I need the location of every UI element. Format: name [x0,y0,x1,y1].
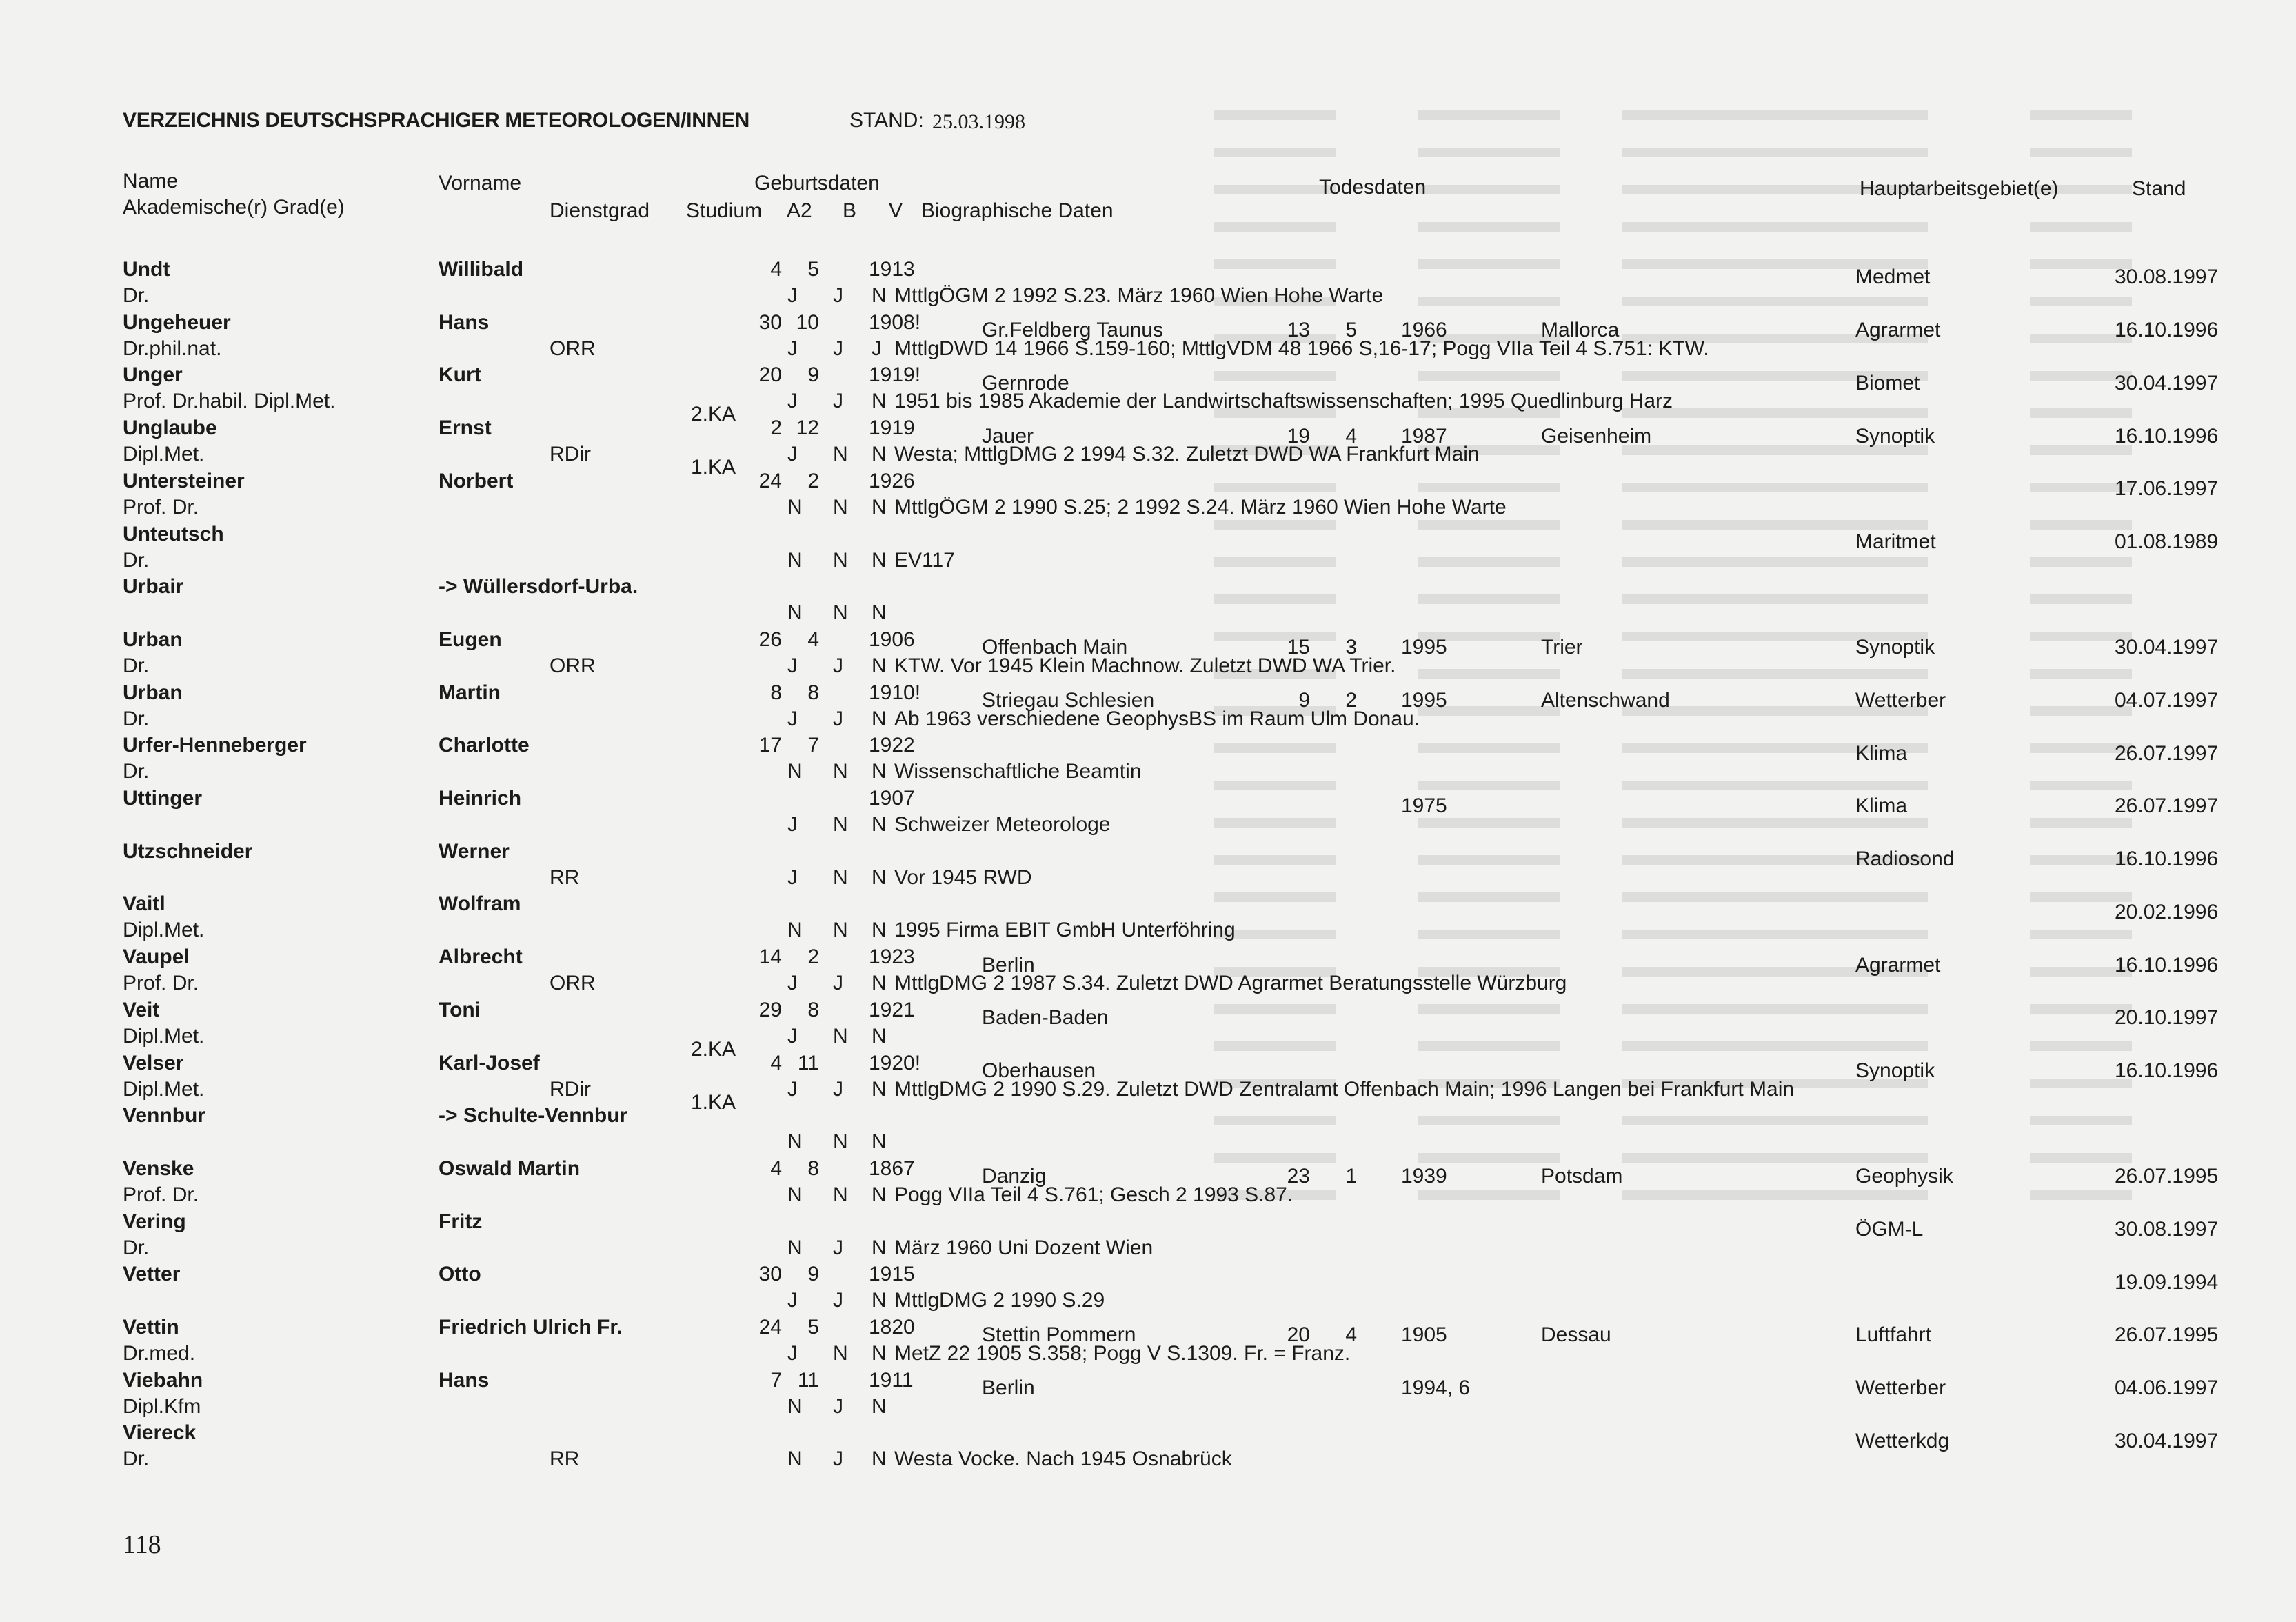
entry-a2: N [787,496,803,519]
entry-death-year: 1966 [1401,319,1447,341]
entry-name: Untersteiner [123,470,245,492]
entry-b: J [833,1236,843,1259]
entry-birth-year: 1910! [869,681,921,704]
entry-stand: 30.08.1997 [2115,1218,2219,1241]
entry-v: N [872,1289,887,1312]
entry-b: N [833,866,848,889]
entry-birth-year: 1922 [869,734,915,757]
entry-a2: N [787,549,803,572]
entry-b: N [833,496,848,519]
entry-b: J [833,708,843,730]
entry-a2: N [787,1130,803,1153]
entry-gebiet: Wetterber [1855,689,1946,712]
entry-v: N [872,813,887,836]
entry-vorname: Werner [439,840,510,863]
entry-birth-year: 1921 [869,999,915,1021]
entry-v: N [872,1025,887,1048]
entry-bio: Schweizer Meteorologe [894,813,1111,836]
entry-name: Viereck [123,1421,197,1444]
entry-name: Ungeheuer [123,311,231,334]
entry-a2: N [787,1236,803,1259]
entry-grad: Prof. Dr.habil. Dipl.Met. [123,390,336,412]
entry-grad: Dipl.Met. [123,919,205,941]
entry-dienstgrad: RR [550,1448,580,1470]
entry-grad: Dipl.Met. [123,443,205,465]
entry-vorname: Charlotte [439,734,530,757]
entry-death-place: Mallorca [1541,319,1620,341]
entry-stand: 16.10.1996 [2115,425,2219,448]
entry-vorname: Willibald [439,258,524,281]
page-number: 118 [123,1530,161,1559]
entry-grad: Dr. [123,708,150,730]
entry-a2: J [787,1025,798,1048]
entry-name: Veit [123,999,160,1021]
entry-a2: J [787,654,798,677]
entry-name: Urbair [123,575,184,598]
entry-name: Uttinger [123,787,202,810]
entry-birth-month: 9 [807,1263,819,1285]
entry-stand: 19.09.1994 [2115,1271,2219,1294]
entry-gebiet: Wetterkdg [1855,1430,1950,1452]
entry-gebiet: ÖGM-L [1855,1218,1924,1241]
entry-v: N [872,496,887,519]
entry-birth-day: 17 [758,734,782,757]
entry-a2: J [787,337,798,360]
entry-birth-month: 4 [807,628,819,651]
entry-birth-place: Oberhausen [982,1059,1096,1082]
entry-birth-year: 1923 [869,945,915,968]
entry-b: N [833,549,848,572]
header-dienstgrad: Dienstgrad [550,199,650,222]
entry-birth-day: 24 [758,470,782,492]
entry-grad: Dr. [123,760,150,783]
entry-v: N [872,972,887,994]
entry-a2: N [787,1395,803,1418]
entry-birth-year: 1908! [869,311,921,334]
entry-birth-year: 1907 [869,787,915,810]
entry-name: Vettin [123,1316,179,1339]
stand-label: STAND: [849,109,924,132]
entry-grad: Dipl.Met. [123,1078,205,1101]
entry-stand: 16.10.1996 [2115,954,2219,977]
entry-v: N [872,866,887,889]
entry-grad: Dr. [123,1448,150,1470]
entry-dienstgrad: ORR [550,337,596,360]
entry-bio: MttlgÖGM 2 1990 S.25; 2 1992 S.24. März 1960 Wien Hohe Warte [894,496,1507,519]
entry-stand: 30.04.1997 [2115,372,2219,394]
entry-name: Vaitl [123,892,165,915]
entry-bio: KTW. Vor 1945 Klein Machnow. Zuletzt DWD WA Trier. [894,654,1396,677]
entry-vorname: Kurt [439,363,481,386]
entry-b: N [833,443,848,465]
entry-dienstgrad: RDir [550,1078,591,1101]
entry-b: J [833,390,843,412]
entry-v: N [872,601,887,624]
entry-v: N [872,919,887,941]
entry-a2: N [787,601,803,624]
entry-birth-year: 1919 [869,417,915,439]
entry-name: Vaupel [123,945,190,968]
header-vorname: Vorname [439,172,522,194]
entry-birth-year: 1913 [869,258,915,281]
entry-gebiet: Biomet [1855,372,1920,394]
entry-a2: N [787,760,803,783]
entry-vorname: Toni [439,999,481,1021]
entry-b: J [833,1289,843,1312]
header-name: Name [123,170,179,192]
entry-name: Venske [123,1157,194,1180]
entry-bio: 1995 Firma EBIT GmbH Unterföhring [894,919,1236,941]
entry-birth-day: 30 [758,1263,782,1285]
entry-birth-month: 2 [807,470,819,492]
entry-birth-place: Stettin Pommern [982,1323,1136,1346]
entry-bio: Vor 1945 RWD [894,866,1032,889]
entry-a2: J [787,866,798,889]
entry-v: N [872,284,887,307]
entry-death-year: 1905 [1401,1323,1447,1346]
entry-v: N [872,390,887,412]
entry-bio: Westa Vocke. Nach 1945 Osnabrück [894,1448,1232,1470]
entry-birth-year: 1919! [869,363,921,386]
entry-death-place: Dessau [1541,1323,1611,1346]
entry-grad: Dipl.Kfm [123,1395,201,1418]
entry-gebiet: Wetterber [1855,1376,1946,1399]
entry-bio: Westa; MttlgDMG 2 1994 S.32. Zuletzt DWD WA Frankfurt Main [894,443,1480,465]
entry-b: N [833,1183,848,1206]
entry-gebiet: Synoptik [1855,1059,1935,1082]
header-studium: Studium [686,199,763,222]
entry-birth-year: 1867 [869,1157,915,1180]
entry-birth-month: 9 [807,363,819,386]
entry-bio: Ab 1963 verschiedene GeophysBS im Raum Ulm Donau. [894,708,1420,730]
entry-a2: J [787,443,798,465]
entry-birth-day: 20 [758,363,782,386]
entry-birth-month: 11 [797,1369,819,1392]
page-title: VERZEICHNIS DEUTSCHSPRACHIGER METEOROLOGEN/INNEN [123,109,750,132]
entry-name: Undt [123,258,170,281]
entry-b: J [833,1395,843,1418]
entry-studium: 2.KA [691,1038,736,1061]
entry-vorname: Ernst [439,417,492,439]
entry-v: J [872,337,882,360]
entry-vorname: Fritz [439,1210,483,1233]
header-a2: A2 [787,199,812,222]
entry-stand: 30.08.1997 [2115,266,2219,288]
entry-v: N [872,549,887,572]
entry-stand: 20.10.1997 [2115,1006,2219,1029]
entry-birth-day: 2 [770,417,782,439]
entry-bio: Pogg VIIa Teil 4 S.761; Gesch 2 1993 S.87. [894,1183,1293,1206]
entry-stand: 26.07.1997 [2115,794,2219,817]
entry-vorname: Hans [439,1369,490,1392]
entry-birth-place: Danzig [982,1165,1047,1188]
entry-name: Urban [123,681,183,704]
entry-name: Vetter [123,1263,181,1285]
entry-birth-day: 7 [770,1369,782,1392]
entry-a2: N [787,1448,803,1470]
entry-grad: Prof. Dr. [123,1183,199,1206]
entry-bio: März 1960 Uni Dozent Wien [894,1236,1154,1259]
entry-studium: 1.KA [691,1091,736,1114]
entry-birth-year: 1920! [869,1052,921,1074]
entry-b: N [833,1342,848,1365]
entry-birth-month: 8 [807,681,819,704]
entry-stand: 04.07.1997 [2115,689,2219,712]
entry-v: N [872,1130,887,1153]
entry-birth-year: 1820 [869,1316,915,1339]
entry-v: N [872,1395,887,1418]
entry-gebiet: Klima [1855,742,1908,765]
entry-birth-day: 8 [770,681,782,704]
entry-name: Vering [123,1210,186,1233]
entry-name: Unteutsch [123,523,224,545]
entry-b: N [833,813,848,836]
entry-bio: MttlgDMG 2 1987 S.34. Zuletzt DWD Agrarmet Beratungsstelle Würzburg [894,972,1567,994]
entry-vorname: Wolfram [439,892,521,915]
entry-death-place: Potsdam [1541,1165,1623,1188]
entry-b: J [833,654,843,677]
entry-v: N [872,760,887,783]
entry-name: Vennbur [123,1104,206,1127]
entry-stand: 01.08.1989 [2115,530,2219,553]
entry-birth-place: Striegau Schlesien [982,689,1155,712]
header-bio: Biographische Daten [921,199,1114,222]
entry-bio: MttlgÖGM 2 1992 S.23. März 1960 Wien Hohe Warte [894,284,1384,307]
entry-gebiet: Synoptik [1855,425,1935,448]
entry-stand: 26.07.1997 [2115,742,2219,765]
entry-vorname: -> Schulte-Vennbur [439,1104,628,1127]
entry-gebiet: Synoptik [1855,636,1935,659]
entry-gebiet: Geophysik [1855,1165,1953,1188]
entry-death-month: 2 [1345,689,1357,712]
entry-a2: N [787,919,803,941]
entry-name: Unger [123,363,183,386]
entry-death-day: 9 [1298,689,1310,712]
entry-birth-month: 11 [797,1052,819,1074]
entry-bio: 1951 bis 1985 Akademie der Landwirtschaftswissenschaften; 1995 Quedlinburg Harz [894,390,1673,412]
entry-gebiet: Agrarmet [1855,954,1941,977]
entry-v: N [872,1183,887,1206]
entry-birth-place: Jauer [982,425,1034,448]
entry-vorname: -> Wüllersdorf-Urba. [439,575,638,598]
entry-v: N [872,1342,887,1365]
entry-studium: 1.KA [691,456,736,479]
entry-b: N [833,919,848,941]
entry-stand: 20.02.1996 [2115,901,2219,923]
entry-death-year: 1994, 6 [1401,1376,1471,1399]
entry-b: J [833,1448,843,1470]
entry-vorname: Hans [439,311,490,334]
entry-name: Velser [123,1052,184,1074]
entry-gebiet: Medmet [1855,266,1931,288]
entry-vorname: Albrecht [439,945,523,968]
entry-birth-year: 1911 [869,1369,914,1392]
entry-death-year: 1987 [1401,425,1447,448]
entry-vorname: Oswald Martin [439,1157,581,1180]
entry-vorname: Karl-Josef [439,1052,540,1074]
entry-vorname: Heinrich [439,787,522,810]
entry-b: N [833,1025,848,1048]
header-akad: Akademische(r) Grad(e) [123,196,345,219]
entry-b: J [833,1078,843,1101]
entry-birth-day: 26 [758,628,782,651]
entry-stand: 26.07.1995 [2115,1323,2219,1346]
entry-birth-place: Berlin [982,954,1035,977]
entry-vorname: Friedrich Ulrich Fr. [439,1316,623,1339]
entry-death-place: Altenschwand [1541,689,1670,712]
header-geburtsdaten: Geburtsdaten [754,172,880,194]
entry-b: N [833,601,848,624]
entry-birth-month: 5 [807,258,819,281]
entry-a2: J [787,1342,798,1365]
entry-stand: 16.10.1996 [2115,848,2219,870]
entry-birth-month: 12 [796,417,819,439]
entry-name: Urban [123,628,183,651]
entry-studium: 2.KA [691,403,736,425]
header-v: V [889,199,903,222]
entry-stand: 16.10.1996 [2115,1059,2219,1082]
entry-vorname: Otto [439,1263,481,1285]
entry-v: N [872,708,887,730]
entry-birth-year: 1926 [869,470,915,492]
entry-grad: Dr.med. [123,1342,196,1365]
entry-gebiet: Maritmet [1855,530,1936,553]
entry-birth-month: 2 [807,945,819,968]
entry-birth-month: 8 [807,999,819,1021]
entry-birth-day: 4 [770,258,782,281]
entry-death-year: 1975 [1401,794,1447,817]
entry-grad: Dr. [123,654,150,677]
entry-b: J [833,284,843,307]
entry-name: Urfer-Henneberger [123,734,307,757]
entry-birth-place: Baden-Baden [982,1006,1109,1029]
entry-death-year: 1939 [1401,1165,1447,1188]
entry-bio: Wissenschaftliche Beamtin [894,760,1142,783]
entry-birth-day: 24 [758,1316,782,1339]
entry-birth-day: 14 [758,945,782,968]
entry-gebiet: Luftfahrt [1855,1323,1932,1346]
entry-grad: Dr. [123,549,150,572]
entry-gebiet: Klima [1855,794,1908,817]
entry-birth-year: 1915 [869,1263,915,1285]
entry-b: J [833,972,843,994]
entry-birth-place: Berlin [982,1376,1035,1399]
entry-dienstgrad: RR [550,866,580,889]
entry-name: Viebahn [123,1369,203,1392]
entry-death-place: Trier [1541,636,1583,659]
entry-bio: MttlgDWD 14 1966 S.159-160; MttlgVDM 48 1966 S,16-17; Pogg VIIa Teil 4 S.751: KTW. [894,337,1709,360]
entry-v: N [872,1448,887,1470]
entry-birth-day: 4 [770,1157,782,1180]
entry-birth-month: 10 [796,311,819,334]
entry-death-day: 20 [1287,1323,1310,1346]
entry-b: J [833,337,843,360]
entry-death-month: 1 [1345,1165,1357,1188]
header-stand: Stand [2132,177,2186,200]
entry-vorname: Martin [439,681,501,704]
entry-dienstgrad: ORR [550,972,596,994]
entry-birth-place: Gr.Feldberg Taunus [982,319,1163,341]
entry-bio: MttlgDMG 2 1990 S.29. Zuletzt DWD Zentralamt Offenbach Main; 1996 Langen bei Frankfurt Main [894,1078,1795,1101]
entry-death-month: 4 [1345,1323,1357,1346]
entry-birth-month: 5 [807,1316,819,1339]
entry-death-month: 3 [1345,636,1357,659]
entry-dienstgrad: RDir [550,443,591,465]
entry-death-day: 19 [1287,425,1310,448]
entry-a2: J [787,284,798,307]
entry-death-month: 4 [1345,425,1357,448]
entry-grad: Dr. [123,284,150,307]
entry-grad: Dr.phil.nat. [123,337,222,360]
entry-birth-day: 4 [770,1052,782,1074]
entry-death-year: 1995 [1401,636,1447,659]
entry-stand: 30.04.1997 [2115,636,2219,659]
entry-a2: J [787,1289,798,1312]
entry-v: N [872,1078,887,1101]
entry-stand: 30.04.1997 [2115,1430,2219,1452]
entry-death-month: 5 [1345,319,1357,341]
entry-vorname: Eugen [439,628,502,651]
entry-name: Utzschneider [123,840,253,863]
entry-bio: EV117 [894,549,955,572]
entry-birth-month: 7 [807,734,819,757]
entry-dienstgrad: ORR [550,654,596,677]
header-hauptarbeitsgebiet: Hauptarbeitsgebiet(e) [1860,177,2059,200]
entry-b: N [833,1130,848,1153]
entry-v: N [872,1236,887,1259]
entry-grad: Prof. Dr. [123,972,199,994]
entry-a2: N [787,1183,803,1206]
entry-death-place: Geisenheim [1541,425,1652,448]
entry-stand: 26.07.1995 [2115,1165,2219,1188]
entry-grad: Dr. [123,1236,150,1259]
entry-death-year: 1995 [1401,689,1447,712]
entry-death-day: 13 [1287,319,1310,341]
entry-birth-year: 1906 [869,628,915,651]
entry-grad: Prof. Dr. [123,496,199,519]
entry-vorname: Norbert [439,470,514,492]
entry-a2: J [787,708,798,730]
entry-death-day: 15 [1287,636,1310,659]
entry-name: Unglaube [123,417,217,439]
entry-bio: MttlgDMG 2 1990 S.29 [894,1289,1105,1312]
entry-birth-place: Gernrode [982,372,1069,394]
entry-a2: J [787,1078,798,1101]
entry-birth-place: Offenbach Main [982,636,1128,659]
entry-stand: 17.06.1997 [2115,477,2219,500]
header-todesdaten: Todesdaten [1319,176,1427,199]
entry-stand: 04.06.1997 [2115,1376,2219,1399]
entry-grad: Dipl.Met. [123,1025,205,1048]
entry-bio: MetZ 22 1905 S.358; Pogg V S.1309. Fr. = Franz. [894,1342,1351,1365]
header-b: B [843,199,857,222]
entry-a2: J [787,390,798,412]
entry-a2: J [787,813,798,836]
entry-death-day: 23 [1287,1165,1310,1188]
entry-gebiet: Agrarmet [1855,319,1941,341]
stand-date: 25.03.1998 [932,110,1025,133]
entry-v: N [872,443,887,465]
entry-b: N [833,760,848,783]
entry-gebiet: Radiosond [1855,848,1955,870]
entry-birth-day: 29 [758,999,782,1021]
entry-stand: 16.10.1996 [2115,319,2219,341]
entry-v: N [872,654,887,677]
entry-birth-month: 8 [807,1157,819,1180]
entry-a2: J [787,972,798,994]
entry-birth-day: 30 [758,311,782,334]
